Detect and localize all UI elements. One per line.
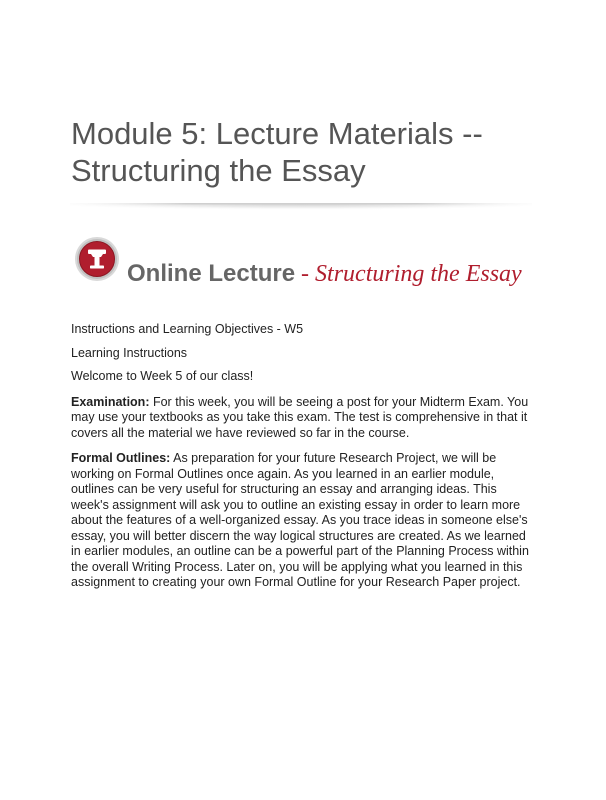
lecture-banner [127,259,522,289]
page-title [71,115,541,189]
document-body [71,322,537,599]
objectives-line: Instructions and Learning Objectives - W5 [71,322,304,336]
examination-paragraph [71,395,537,442]
formal-outlines-label: Formal Outlines: [71,451,171,465]
lecture-banner-label: Online Lecture [127,260,296,287]
lecture-banner-subtitle: Structuring the Essay [315,261,522,287]
page-title-line-1: Module 5: Lecture Materials -- [71,116,483,151]
lectern-icon [74,236,120,282]
page-title-line-2: Structuring the Essay [71,153,366,188]
formal-outlines-paragraph [71,451,537,591]
welcome-line: Welcome to Week 5 of our class! [71,369,254,383]
learning-instructions-line: Learning Instructions [71,345,188,360]
examination-label: Examination: [71,394,150,409]
examination-text: For this week, you will be seeing a post for your Midterm Exam. You may use your textbooks as you take this exam. The test is comprehensive in that it covers all the material we have reviewed so far in the course. [71,394,529,440]
title-divider [70,203,532,217]
lecture-banner-separator: - [295,261,316,287]
formal-outlines-text: As preparation for your future Research Project, we will be working on Formal Outlines once again. As you learned in an earlier module, outlines can be very useful for structuring an essay and arranging ideas. This week's assignment will ask you to outline an existing essay in order to learn more about the features of a well-organized essay. As you trace ideas in someone else's essay, you will better discern the way logical structures are created. As we learned in earlier modules, an outline can be a powerful part of the Planning Process within the overall Writing Process. Later on, you will be applying what you learned in this assignment to creating your own Formal Outline for your Research Paper project. [71,451,529,589]
